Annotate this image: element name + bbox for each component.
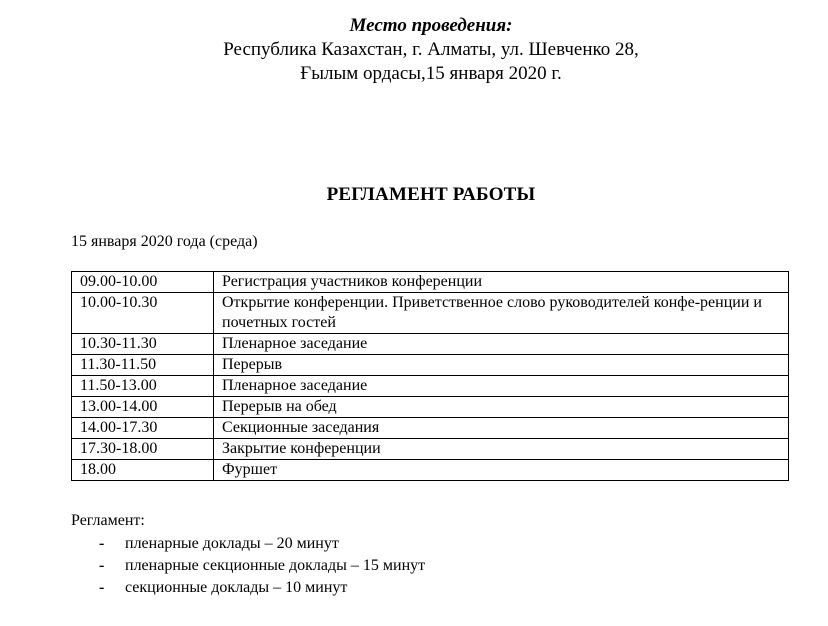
rules-heading: Регламент: [71, 512, 145, 529]
event-cell: Секционные заседания [214, 418, 789, 439]
rule-text: пленарные секционные доклады – 15 минут [125, 557, 426, 574]
schedule-title: РЕГЛАМЕНТ РАБОТЫ [326, 184, 536, 205]
time-cell: 11.50-13.00 [72, 376, 214, 397]
list-item [71, 534, 425, 556]
time-cell: 14.00-17.30 [72, 418, 214, 439]
time-cell: 10.00-10.30 [72, 293, 214, 334]
table-row [72, 439, 789, 460]
event-cell: Регистрация участников конференции [214, 272, 789, 293]
venue-address-line: Республика Казахстан, г. Алматы, ул. Шевченко 28, [223, 39, 639, 60]
table-row [72, 376, 789, 397]
time-cell: 09.00-10.00 [72, 272, 214, 293]
event-cell: Фуршет [214, 460, 789, 481]
rules-list [71, 534, 425, 600]
rule-text: секционные доклады – 10 минут [125, 579, 348, 596]
table-row [72, 334, 789, 355]
table-row [72, 272, 789, 293]
time-cell: 10.30-11.30 [72, 334, 214, 355]
dash-bullet: - [99, 535, 105, 552]
event-cell: Пленарное заседание [214, 334, 789, 355]
table-row [72, 355, 789, 376]
schedule-date: 15 января 2020 года (среда) [71, 233, 258, 250]
venue-block [0, 14, 828, 86]
time-cell: 17.30-18.00 [72, 439, 214, 460]
event-cell: Пленарное заседание [214, 376, 789, 397]
event-cell: Перерыв [214, 355, 789, 376]
venue-title: Место проведения: [349, 15, 513, 36]
table-row [72, 460, 789, 481]
list-item [71, 578, 425, 600]
time-cell: 18.00 [72, 460, 214, 481]
table-row [72, 293, 789, 334]
list-item [71, 556, 425, 578]
event-cell: Закрытие конференции [214, 439, 789, 460]
time-cell: 13.00-14.00 [72, 397, 214, 418]
event-cell: Перерыв на обед [214, 397, 789, 418]
dash-bullet: - [99, 557, 105, 574]
rule-text: пленарные доклады – 20 минут [125, 535, 339, 552]
event-cell: Открытие конференции. Приветственное слово руководителей конфе-ренции и почетных гостей [214, 293, 789, 334]
table-row [72, 397, 789, 418]
rules-block [71, 511, 425, 600]
table-row [72, 418, 789, 439]
time-cell: 11.30-11.50 [72, 355, 214, 376]
venue-date-line: Ғылым ордасы,15 января 2020 г. [300, 63, 562, 84]
dash-bullet: - [99, 579, 105, 596]
schedule-table [71, 271, 789, 481]
